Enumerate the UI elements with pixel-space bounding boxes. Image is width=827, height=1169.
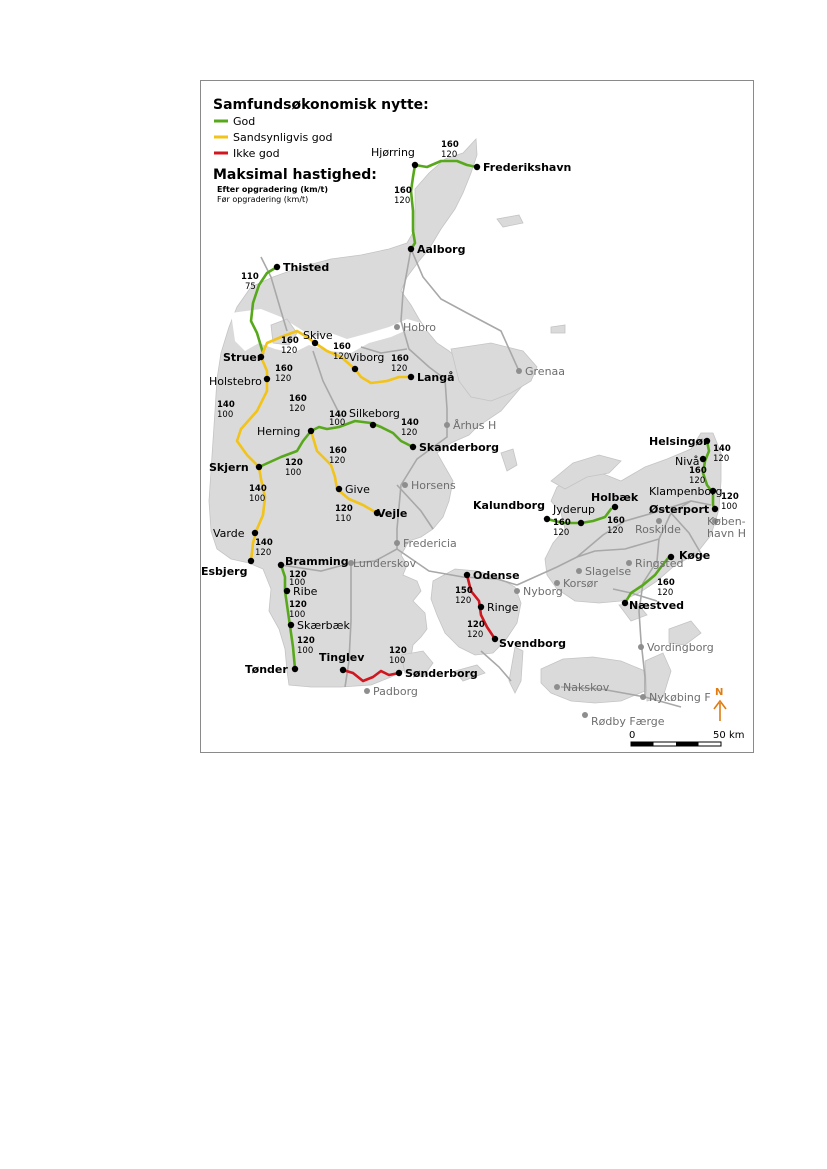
city-varde: Varde xyxy=(213,527,245,540)
speed-before: 120 xyxy=(289,404,306,414)
speed-after: 140 xyxy=(713,444,731,454)
speed-after: 160 xyxy=(391,354,409,364)
city-hobro: Hobro xyxy=(403,321,436,334)
city-nakskov: Nakskov xyxy=(563,681,610,694)
speed-before: 120 xyxy=(467,630,484,640)
speed-before: 120 xyxy=(255,548,272,558)
city-rodby: Rødby Færge xyxy=(591,715,665,728)
scale-unit: km xyxy=(729,730,745,741)
city-ringsted: Ringsted xyxy=(635,557,684,570)
speed-after: 140 xyxy=(401,418,419,428)
speed-after: 120 xyxy=(721,492,739,502)
speed-before: 100 xyxy=(389,656,406,666)
scale-bar xyxy=(629,730,745,746)
city-sonderborg: Sønderborg xyxy=(405,667,478,680)
city-bramming: Bramming xyxy=(285,555,349,568)
speed-after: 160 xyxy=(441,140,459,150)
speed-after: 110 xyxy=(241,272,259,282)
samsoe xyxy=(501,449,517,471)
city-jyderup: Jyderup xyxy=(553,503,595,516)
speed-before: 120 xyxy=(329,456,346,466)
speed-before: 120 xyxy=(281,346,298,356)
speed-before: 75 xyxy=(245,282,256,292)
city-skjern: Skjern xyxy=(209,461,249,474)
speed-before: 100 xyxy=(297,646,314,656)
speed-before: 120 xyxy=(553,528,570,538)
speed-after: 160 xyxy=(281,336,299,346)
speed-after: 140 xyxy=(255,538,273,548)
speed-before: 120 xyxy=(391,364,408,374)
city-struer: Struer xyxy=(223,351,263,364)
speed-before: 110 xyxy=(335,514,352,524)
city-kobenhavn-1: Køben- xyxy=(707,515,746,528)
legend-after-label: Efter opgradering (km/t) xyxy=(217,185,328,194)
city-lunderskov: Lunderskov xyxy=(353,557,417,570)
city-aalborg: Aalborg xyxy=(417,243,466,256)
city-langaa: Langå xyxy=(417,371,455,384)
legend-item-good: God xyxy=(233,115,256,128)
speed-after: 140 xyxy=(329,410,347,420)
speed-before: 120 xyxy=(394,196,411,206)
legend-title-benefit: Samfundsøkonomisk nytte: xyxy=(213,97,429,113)
speed-before: 120 xyxy=(441,150,458,160)
city-silkeborg: Silkeborg xyxy=(349,407,400,420)
city-tinglev: Tinglev xyxy=(319,651,365,664)
city-holbaek: Holbæk xyxy=(591,491,639,504)
legend-title-speed: Maksimal hastighed: xyxy=(213,167,377,183)
speed-before: 120 xyxy=(333,352,350,362)
city-odense: Odense xyxy=(473,569,520,582)
speed-before: 120 xyxy=(713,454,730,464)
speed-after: 120 xyxy=(335,504,353,514)
speed-after: 160 xyxy=(689,466,707,476)
north-arrow xyxy=(714,687,726,721)
speed-before: 120 xyxy=(689,476,706,486)
scale-max: 50 xyxy=(713,730,726,741)
city-korsor: Korsør xyxy=(563,577,598,590)
anholt xyxy=(551,325,565,333)
city-klampenborg: Klampenborg xyxy=(649,485,723,498)
city-tonder: Tønder xyxy=(245,663,288,676)
denmark-rail-map xyxy=(201,81,753,752)
legend-item-probable: Sandsynligvis god xyxy=(233,131,333,144)
city-viborg: Viborg xyxy=(349,351,385,364)
speed-after: 160 xyxy=(657,578,675,588)
city-helsingor: Helsingør xyxy=(649,435,709,448)
city-esbjerg: Esbjerg xyxy=(201,565,248,578)
city-grenaa: Grenaa xyxy=(525,365,566,378)
city-fredericia: Fredericia xyxy=(403,537,457,550)
speed-after: 160 xyxy=(333,342,351,352)
speed-before: 120 xyxy=(275,374,292,384)
speed-after: 160 xyxy=(607,516,625,526)
speed-after: 120 xyxy=(297,636,315,646)
city-svendborg: Svendborg xyxy=(499,637,566,650)
city-slagelse: Slagelse xyxy=(585,565,632,578)
city-kobenhavn-2: havn H xyxy=(707,527,746,540)
speed-before: 100 xyxy=(217,410,234,420)
speed-before: 100 xyxy=(721,502,738,512)
city-ribe: Ribe xyxy=(293,585,318,598)
scale-segment xyxy=(676,742,699,746)
city-skanderborg: Skanderborg xyxy=(419,441,499,454)
city-horsens: Horsens xyxy=(411,479,456,492)
laeso xyxy=(497,215,523,227)
speed-before: 100 xyxy=(289,578,306,588)
north-label: N xyxy=(715,687,724,698)
langeland xyxy=(509,647,523,693)
city-frederikshavn: Frederikshavn xyxy=(483,161,572,174)
speed-after: 160 xyxy=(289,394,307,404)
city-holstebro: Holstebro xyxy=(209,375,262,388)
speed-before: 120 xyxy=(657,588,674,598)
speed-before: 100 xyxy=(329,418,346,428)
speed-after: 120 xyxy=(467,620,485,630)
speed-before: 120 xyxy=(607,526,624,536)
speed-before: 100 xyxy=(285,468,302,478)
city-osterport: Østerport xyxy=(649,503,710,516)
city-roskilde: Roskilde xyxy=(635,523,681,536)
map-frame xyxy=(200,80,754,753)
speed-before: 120 xyxy=(401,428,418,438)
city-vejle: Vejle xyxy=(377,507,408,520)
city-ringe: Ringe xyxy=(487,601,519,614)
city-skive: Skive xyxy=(303,329,333,342)
speed-before: 120 xyxy=(455,596,472,606)
city-skaerbaek: Skærbæk xyxy=(297,619,350,632)
city-nyborg: Nyborg xyxy=(523,585,563,598)
speed-before: 100 xyxy=(249,494,266,504)
speed-after: 120 xyxy=(289,570,307,580)
speed-after: 120 xyxy=(285,458,303,468)
speed-after: 160 xyxy=(329,446,347,456)
city-padborg: Padborg xyxy=(373,685,418,698)
city-koge: Køge xyxy=(679,549,711,562)
speed-after: 120 xyxy=(289,600,307,610)
legend-before-label: Før opgradering (km/t) xyxy=(217,195,309,204)
city-naestved: Næstved xyxy=(629,599,685,612)
speed-after: 150 xyxy=(455,586,473,596)
city-vordingborg: Vordingborg xyxy=(647,641,714,654)
speed-before: 100 xyxy=(289,610,306,620)
city-nykobing: Nykøbing F xyxy=(649,691,711,704)
city-aarhus: Århus H xyxy=(453,419,497,432)
scale-zero: 0 xyxy=(629,730,636,741)
city-herning: Herning xyxy=(257,425,301,438)
city-kalundborg: Kalundborg xyxy=(473,499,545,512)
lolland xyxy=(541,657,645,703)
legend-item-bad: Ikke god xyxy=(233,147,280,160)
speed-after: 160 xyxy=(275,364,293,374)
city-thisted: Thisted xyxy=(283,261,330,274)
speed-after: 140 xyxy=(249,484,267,494)
scale-segment xyxy=(631,742,654,746)
speed-after: 160 xyxy=(394,186,412,196)
speed-after: 120 xyxy=(389,646,407,656)
city-hjorring: Hjørring xyxy=(371,146,415,159)
city-give: Give xyxy=(345,483,370,496)
speed-after: 160 xyxy=(553,518,571,528)
city-niva: Nivå xyxy=(675,455,700,468)
speed-after: 140 xyxy=(217,400,235,410)
